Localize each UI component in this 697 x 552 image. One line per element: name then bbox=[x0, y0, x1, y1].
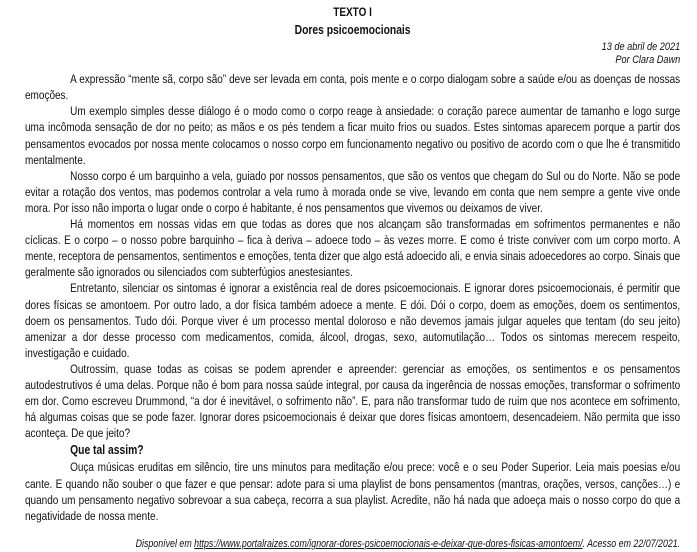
document bbox=[25, 4, 680, 552]
paragraph: Há momentos em nossas vidas em que todas as dores que nos alcançam são transformadas em sofrimentos permanentes e não cíclicas. E o corpo – o nosso pobre barquinho – fica à deriva – adoece todo – às vezes morre. E como é triste conviver com um corpo morto. A mente, receptora de pensamentos, sentimentos e emoções, tenta dizer que algo está adoecido ali, e envia sinais adoecedores ao corpo. Sinais que geralmente são ignorados ou silenciados com subterfúgios anestesiantes. bbox=[25, 217, 681, 280]
source-link[interactable]: https://www.portalraizes.com/ignorar-dores-psicoemocionais-e-deixar-que-dores-fisicas-amontoem/ bbox=[194, 537, 583, 550]
subheading: Que tal assim? bbox=[70, 443, 144, 458]
source-citation bbox=[25, 536, 680, 552]
paragraph: Entretanto, silenciar os sintomas é ignorar a existência real de dores psicoemocionais. E ignorar dores psicoemocionais, é permitir que dores físicas se amontoem. Por outro lado, a dor física também adoece a mente. E dói. Dói o corpo, doem as emoções, doem os sentimentos, doem os pensamentos. Tudo dói. Porque viver é um processo mental doloroso e não devemos jamais julgar aqueles que tentam (do seu jeito) amenizar a dor desse processo com medicamentos, comida, álcool, drogas, sexo, automutilação… Todos os sintomas merecem respeito, investigação e cuidado. bbox=[25, 281, 681, 360]
source-prefix: Disponível em bbox=[135, 537, 195, 550]
paragraph: Ouça músicas eruditas em silêncio, tire uns minutos para meditação e/ou prece: você e o seu Poder Superior. Leia mais poesias e/ou cante. E quando não souber o que fazer e que pensar: adote para si uma playlist de bons pensamentos (mantras, orações, versos, canções…) e quando um pensamento negativo sobrevoar a sua cabeça, recorra a sua playlist. Acredite, não há nada que adoeça mais o nosso corpo do que a negatividade de nossa mente. bbox=[25, 460, 681, 523]
article-author: Por Clara Dawn bbox=[615, 54, 681, 67]
paragraph: Outrossim, quase todas as coisas se podem aprender e apreender: gerenciar as emoções, os sentimentos e os pensamentos autodestrutivos é uma delas. Porque não é bom para nossa saúde integral, por causa da ingerência de nossas emoções, transformar o sofrimento em dor. Como escreveu Drummond, “a dor é inevitável, o sofrimento não”. E, para não transformar tudo de ruim que nos acontece em sofrimento, há algumas coisas que se pode fazer. Ignorar dores psicoemocionais é deixar que dores físicas amontoem, desencadeiem. Não permita que isso aconteça. De que jeito? bbox=[25, 361, 681, 441]
paragraph: Nosso corpo é um barquinho a vela, guiado por nossos pensamentos, que são os ventos que chegam do Sul ou do Norte. Não se pode evitar a rotação dos ventos, mas podemos controlar a vela rumo à morada onde se vive, levando em conta que nem sempre a gente vive onde mora. Por isso não importa o lugar onde o corpo é habitante, é nos pensamentos que vivemos ou deixamos de viver. bbox=[25, 168, 681, 215]
paragraph: Um exemplo simples desse diálogo é o modo como o corpo reage à ansiedade: o coração parece aumentar de tamanho e logo surge uma incômoda sensação de dor no peito; as mãos e os pés tendem a ficar muito frios ou suados. Estes sintomas aparecem porque a partir dos pensamentos evocados por nossa mente colocamos o nosso corpo em funcionamento negativo ou positivo de acordo com o que lhe é transmitido mentalmente. bbox=[25, 104, 681, 167]
text-label: TEXTO I bbox=[333, 5, 372, 19]
paragraph: A expressão “mente sã, corpo são” deve ser levada em conta, pois mente e o corpo dialogam sobre a saúde e/ou as doenças de nossas emoções. bbox=[25, 72, 681, 103]
source-suffix: . Acesso em 22/07/2021. bbox=[582, 537, 681, 550]
article-date: 13 de abril de 2021 bbox=[601, 41, 681, 54]
article-title: Dores psicoemocionais bbox=[294, 23, 411, 38]
